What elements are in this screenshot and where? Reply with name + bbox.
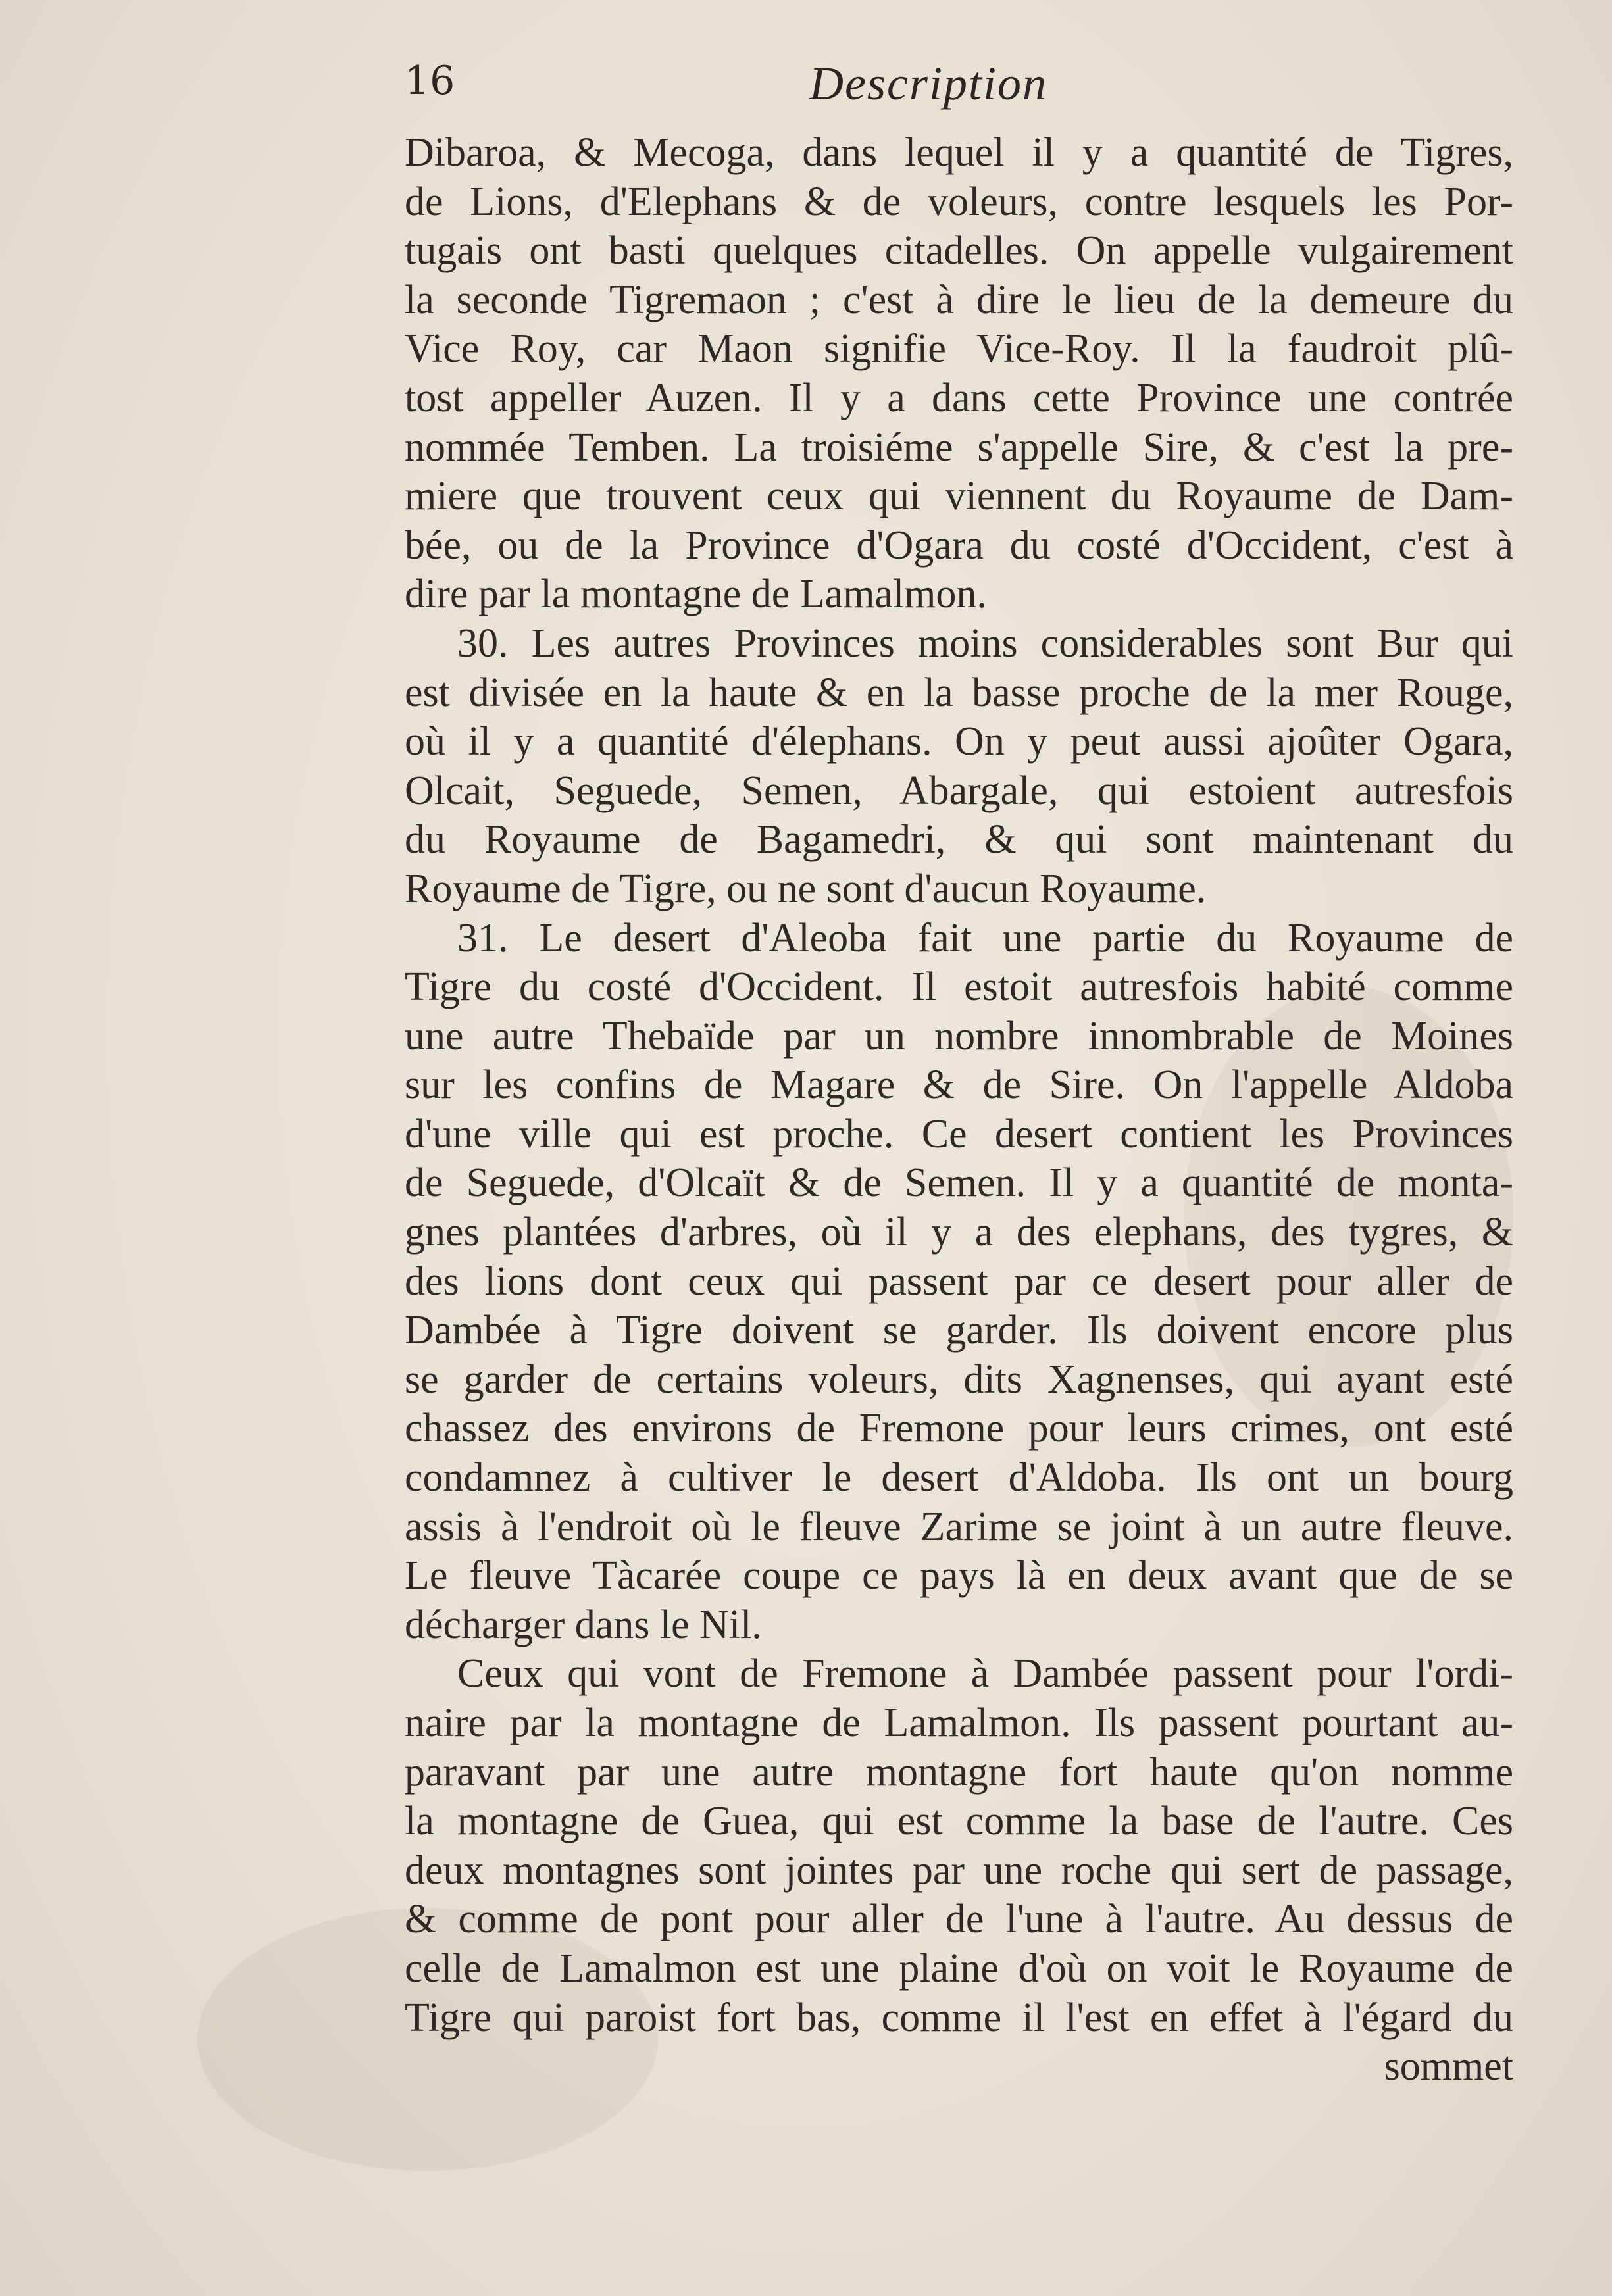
text-line: la montagne de Guea, qui est comme la base de l'autre. Ces xyxy=(405,1799,1513,1844)
paragraph-30-start: 30. Les autres Provinces moins considerables sont Bur qui xyxy=(457,620,1513,666)
paragraph-start: Ceux qui vont de Fremone à Dambée passent pour l'ordi- xyxy=(457,1651,1513,1697)
text-line: gnes plantées d'arbres, où il y a des elephans, des tygres, & xyxy=(405,1210,1513,1255)
paragraph-31-start: 31. Le desert d'Aleoba fait une partie du Royaume de xyxy=(457,915,1513,961)
text-line: nommée Temben. La troisiéme s'appelle Sire, & c'est la pre- xyxy=(405,424,1513,470)
catchword: sommet xyxy=(1384,2044,1513,2089)
text-line: Dambée à Tigre doivent se garder. Ils doivent encore plus xyxy=(405,1308,1513,1353)
page-header xyxy=(405,51,1510,117)
text-line: sur les confins de Magare & de Sire. On l'appelle Aldoba xyxy=(405,1062,1513,1108)
text-line: des lions dont ceux qui passent par ce desert pour aller de xyxy=(405,1259,1513,1304)
text-line: tost appeller Auzen. Il y a dans cette Province une contrée xyxy=(405,375,1513,420)
text-line: bée, ou de la Province d'Ogara du costé d'Occident, c'est à xyxy=(405,522,1513,568)
text-line: d'une ville qui est proche. Ce desert contient les Provinces xyxy=(405,1111,1513,1157)
body-text xyxy=(405,128,1513,2091)
text-line: Dibaroa, & Mecoga, dans lequel il y a quantité de Tigres, xyxy=(405,130,1513,175)
text-line: de Lions, d'Elephans & de voleurs, contre lesquels les Por- xyxy=(405,179,1513,224)
text-line: deux montagnes sont jointes par une roche qui sert de passage, xyxy=(405,1847,1513,1893)
text-line: décharger dans le Nil. xyxy=(405,1602,762,1647)
text-line: naire par la montagne de Lamalmon. Ils passent pourtant au- xyxy=(405,1701,1513,1745)
text-line: & comme de pont pour aller de l'une à l'autre. Au dessus de xyxy=(405,1897,1513,1942)
text-line: une autre Thebaïde par un nombre innombrable de Moines xyxy=(405,1013,1513,1059)
text-line: où il y a quantité d'élephans. On y peut aussi ajoûter Ogara, xyxy=(405,719,1513,764)
text-line: Olcait, Seguede, Semen, Abargale, qui estoient autresfois xyxy=(405,768,1513,813)
running-title: Description xyxy=(809,57,1047,110)
text-line: assis à l'endroit où le fleuve Zarime se joint à un autre fleuve. xyxy=(405,1504,1513,1549)
text-line: Le fleuve Tàcarée coupe ce pays là en deux avant que de se xyxy=(405,1553,1513,1599)
text-line: paravant par une autre montagne fort haute qu'on nomme xyxy=(405,1749,1513,1795)
page-number: 16 xyxy=(405,58,455,104)
text-line: du Royaume de Bagamedri, & qui sont maintenant du xyxy=(405,817,1513,862)
text-line: de Seguede, d'Olcaït & de Semen. Il y a quantité de monta- xyxy=(405,1160,1513,1206)
text-line: est divisée en la haute & en la basse proche de la mer Rouge, xyxy=(405,670,1513,715)
text-line: Tigre du costé d'Occident. Il estoit autresfois habité comme xyxy=(405,964,1513,1010)
text-line: chassez des environs de Fremone pour leurs crimes, ont esté xyxy=(405,1406,1513,1451)
text-line: tugais ont basti quelques citadelles. On appelle vulgairement xyxy=(405,228,1513,274)
text-line: Royaume de Tigre, ou ne sont d'aucun Royaume. xyxy=(405,866,1207,911)
text-line: celle de Lamalmon est une plaine d'où on voit le Royaume de xyxy=(405,1945,1513,1991)
text-line: dire par la montagne de Lamalmon. xyxy=(405,572,987,617)
text-line: se garder de certains voleurs, dits Xagnenses, qui ayant esté xyxy=(405,1357,1513,1402)
text-line: condamnez à cultiver le desert d'Aldoba. Ils ont un bourg xyxy=(405,1455,1513,1501)
text-line: Vice Roy, car Maon signifie Vice-Roy. Il la faudroit plû- xyxy=(405,326,1513,372)
text-line: miere que trouvent ceux qui viennent du Royaume de Dam- xyxy=(405,474,1513,519)
text-line: Tigre qui paroist fort bas, comme il l'est en effet à l'égard du xyxy=(405,1995,1513,2040)
text-line: la seconde Tigremaon ; c'est à dire le lieu de la demeure du xyxy=(405,277,1513,322)
